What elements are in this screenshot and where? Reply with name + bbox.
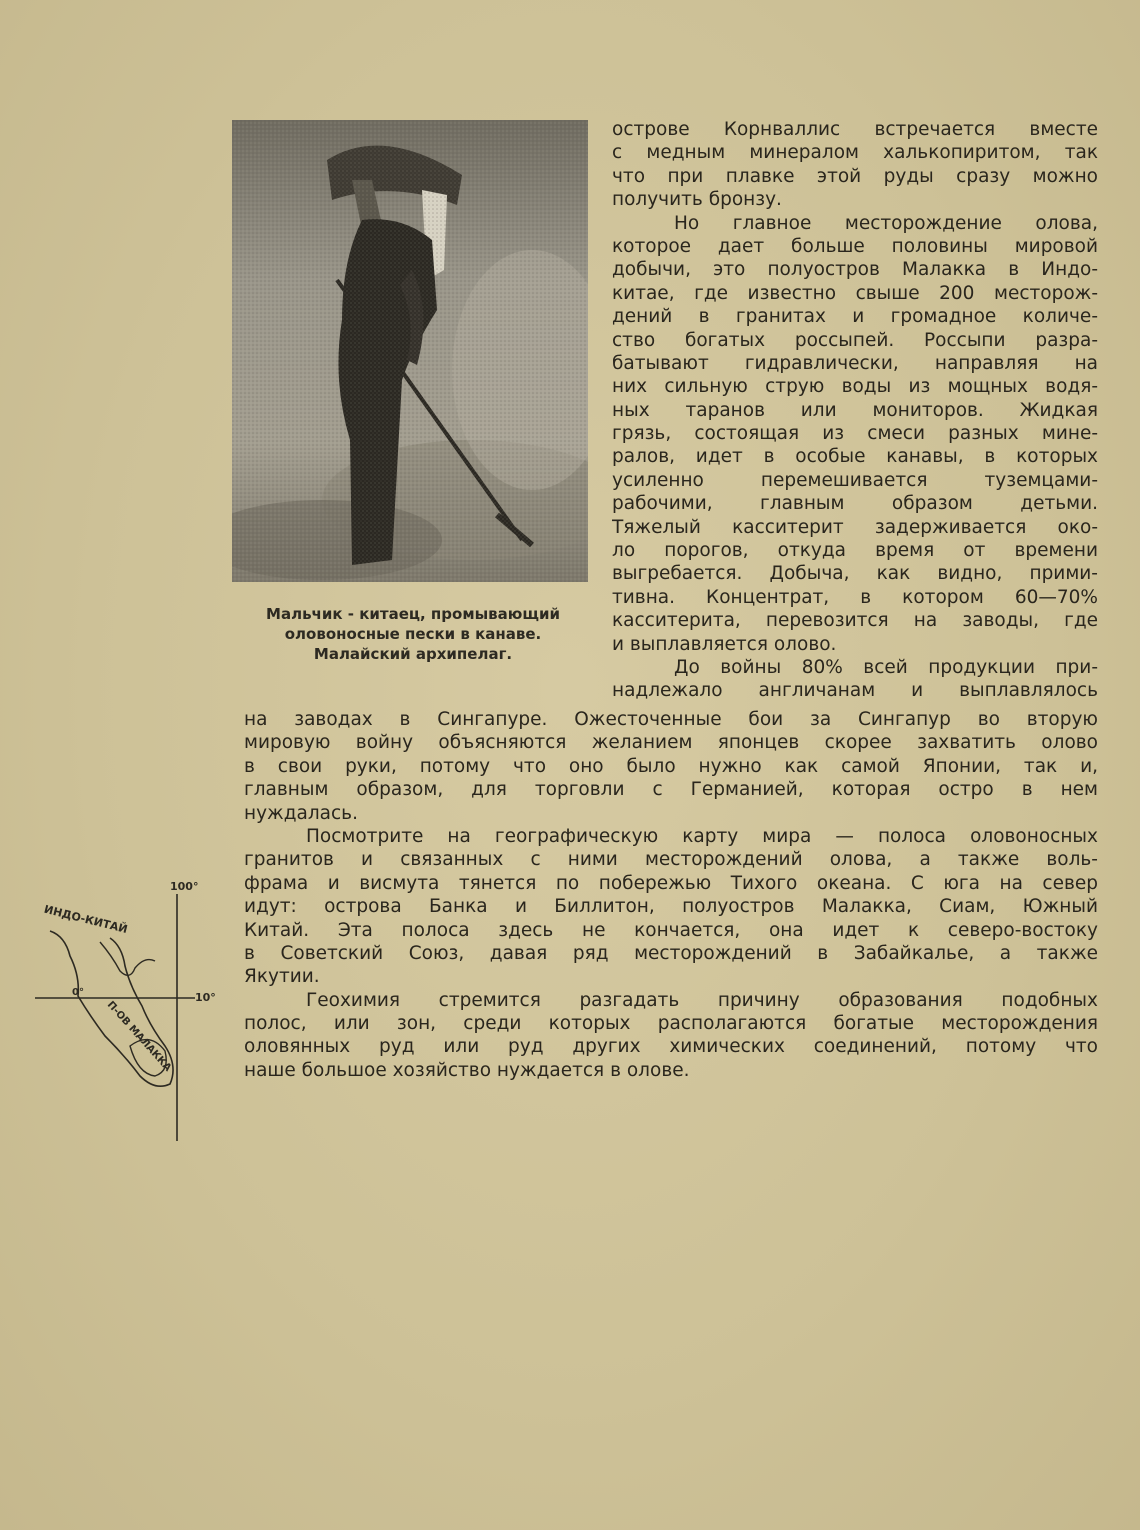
text-line: оловянных руд или руд других химических соединений, потому что: [244, 1036, 1098, 1058]
text-line: тивна. Концентрат, в котором 60—70%: [612, 586, 1098, 608]
map-label-100: 100°: [170, 880, 199, 893]
column-text: [612, 118, 1098, 703]
text-line: усиленно перемешивается туземцами-: [612, 469, 1098, 491]
text-line: Посмотрите на географическую карту мира — полоса оловоносных: [306, 825, 1098, 847]
text-line: рабочими, главным образом детьми.: [612, 493, 1098, 515]
text-line: которое дает больше половины мировой: [612, 235, 1098, 257]
text-line: мировую войну объясняются желанием японцев скорее захватить олово: [244, 732, 1098, 754]
text-line: дений в гранитах и громадное количе-: [612, 306, 1098, 328]
caption-line: Малайский архипелаг.: [313, 645, 513, 663]
text-line: на заводах в Сингапуре. Ожесточенные бои за Сингапур во вторую: [244, 709, 1098, 730]
caption-line: оловоносные пески в канаве.: [284, 625, 542, 643]
text-line: гранитов и связанных с ними месторождений олова, а также воль-: [244, 849, 1098, 871]
text-line: Геохимия стремится разгадать причину образования подобных: [306, 989, 1098, 1011]
caption-line: Мальчик - китаец, промывающий: [266, 605, 560, 623]
text-line: грязь, состоящая из смеси разных мине-: [612, 423, 1098, 445]
text-line: острове Корнваллис встречается вместе: [612, 119, 1098, 140]
text-line: ных таранов или мониторов. Жидкая: [612, 399, 1098, 421]
text-line: касситерита, перевозится на заводы, где: [612, 610, 1098, 632]
text-line: с медным минералом халькопиритом, так: [612, 142, 1098, 164]
photo-caption: [232, 604, 594, 664]
map-label-10: 10°: [195, 991, 216, 1004]
map-label-0: 0°: [72, 987, 84, 998]
halftone-photo: [232, 120, 588, 582]
text-line: наше большое хозяйство нуждается в олове.: [244, 1059, 690, 1081]
text-line: них сильную струю воды из мощных водя-: [612, 376, 1098, 398]
text-line: Китай. Эта полоса здесь не кончается, она идет к северо-востоку: [244, 919, 1098, 941]
photo-boy-washing-sand: [232, 120, 588, 582]
text-line: ло порогов, откуда время от времени: [612, 540, 1098, 562]
text-line: надлежало англичанам и выплавлялось: [612, 680, 1098, 702]
text-line: получить бронзу.: [612, 189, 782, 211]
text-line: фрама и висмута тянется по побережью Тихого океана. С юга на север: [244, 872, 1098, 894]
map-malacca: [30, 876, 230, 1146]
text-line: Якутии.: [244, 966, 320, 988]
full-width-text: [244, 708, 1098, 1082]
text-line: в свои руки, потому что оно было нужно как самой Японии, так и,: [244, 755, 1098, 777]
text-line: Но главное месторождение олова,: [674, 212, 1098, 234]
text-line: добычи, это полуостров Малакка в Индо-: [612, 259, 1098, 281]
text-line: в Советский Союз, давая ряд месторождений в Забайкалье, а также: [244, 942, 1098, 964]
map-label-indochina: ИНДО-КИТАЙ: [42, 902, 129, 936]
coastline-path: [100, 942, 155, 975]
map-label-malacca: П-ОВ МАЛАККА: [104, 999, 174, 1074]
text-line: батывают гидравлически, направляя на: [612, 352, 1098, 374]
text-line: полос, или зон, среди которых располагаются богатые месторождения: [244, 1013, 1098, 1035]
text-line: выгребается. Добыча, как видно, прими-: [612, 563, 1098, 585]
text-line: Тяжелый касситерит задерживается око-: [612, 516, 1098, 538]
text-line: идут: острова Банка и Биллитон, полуостров Малакка, Сиам, Южный: [244, 896, 1098, 918]
text-line: главным образом, для торговли с Германией, которая остро в нем: [244, 779, 1098, 801]
text-line: До войны 80% всей продукции при-: [674, 656, 1098, 678]
text-line: китае, где известно свыше 200 месторож-: [612, 282, 1098, 304]
text-line: ство богатых россыпей. Россыпи разра-: [612, 329, 1098, 351]
text-line: что при плавке этой руды сразу можно: [612, 165, 1098, 187]
text-line: и выплавляется олово.: [612, 633, 837, 655]
map-sketch: [30, 876, 230, 1146]
text-line: нуждалась.: [244, 802, 358, 824]
text-line: ралов, идет в особые канавы, в которых: [612, 446, 1098, 468]
